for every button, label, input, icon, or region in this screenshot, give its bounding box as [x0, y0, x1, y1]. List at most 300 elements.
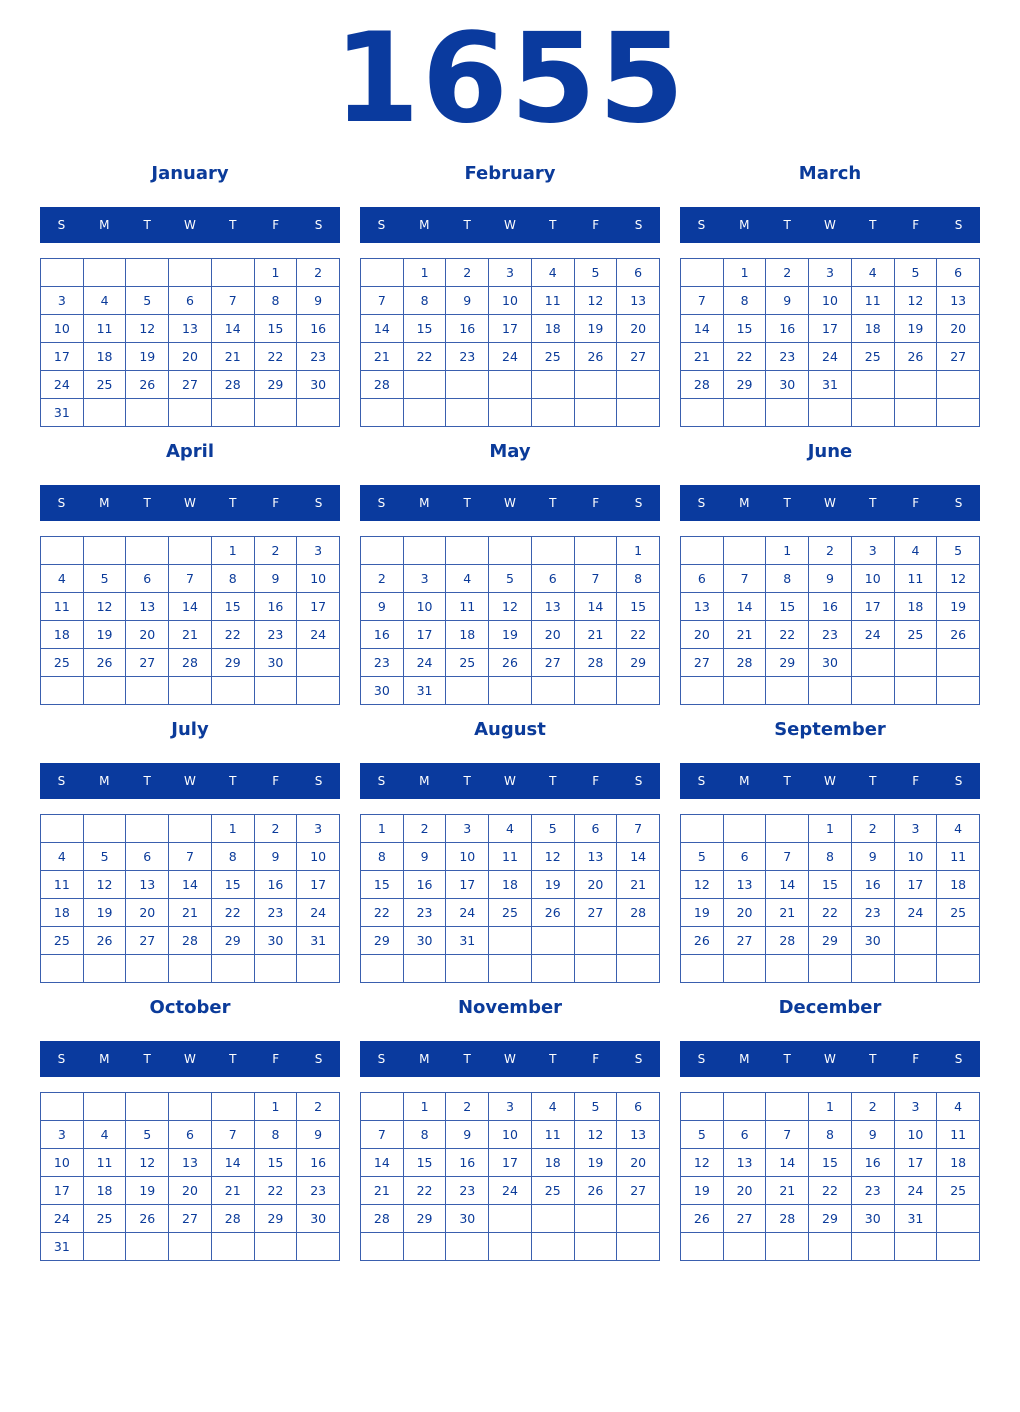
month-name: August — [474, 719, 546, 740]
weekday-header — [680, 763, 980, 799]
day-cell: 13 — [575, 843, 618, 871]
day-cell: 24 — [41, 1205, 84, 1233]
day-cell: 1 — [404, 1093, 447, 1121]
weekday-label: S — [954, 774, 963, 788]
weekday-label: T — [549, 1052, 557, 1066]
day-cell: 6 — [126, 843, 169, 871]
day-cell: 27 — [532, 649, 575, 677]
weekday-label: S — [954, 496, 963, 510]
day-cell: 16 — [255, 593, 298, 621]
day-cell: 21 — [681, 343, 724, 371]
day-cell: 14 — [169, 871, 212, 899]
day-cell: 10 — [41, 1149, 84, 1177]
day-cell: 5 — [895, 259, 938, 287]
day-cell: 30 — [852, 1205, 895, 1233]
empty-day-cell — [681, 815, 724, 843]
day-cell: 17 — [809, 315, 852, 343]
empty-day-cell — [489, 537, 532, 565]
day-cell: 11 — [532, 287, 575, 315]
empty-day-cell — [937, 1205, 980, 1233]
weekday-label: W — [824, 1052, 836, 1066]
day-cell: 14 — [169, 593, 212, 621]
empty-day-cell — [895, 649, 938, 677]
day-cell: 2 — [766, 259, 809, 287]
day-cell: 9 — [446, 1121, 489, 1149]
day-cell: 22 — [766, 621, 809, 649]
day-cell: 17 — [895, 1149, 938, 1177]
empty-day-cell — [681, 537, 724, 565]
day-cell: 12 — [532, 843, 575, 871]
empty-day-cell — [575, 1205, 618, 1233]
day-cell: 1 — [809, 815, 852, 843]
day-cell: 10 — [809, 287, 852, 315]
day-cell: 17 — [297, 871, 340, 899]
day-cell: 24 — [809, 343, 852, 371]
day-cell: 1 — [255, 1093, 298, 1121]
day-cell: 18 — [895, 593, 938, 621]
day-cell: 29 — [724, 371, 767, 399]
empty-day-cell — [297, 1233, 340, 1261]
weekday-label: W — [184, 774, 196, 788]
empty-day-cell — [169, 955, 212, 983]
day-cell: 25 — [84, 1205, 127, 1233]
day-cell: 10 — [895, 1121, 938, 1149]
weekday-label: F — [592, 218, 600, 232]
day-cell: 10 — [404, 593, 447, 621]
empty-day-cell — [809, 399, 852, 427]
day-cell: 21 — [169, 621, 212, 649]
day-cell: 14 — [724, 593, 767, 621]
day-cell: 23 — [255, 621, 298, 649]
day-cell: 19 — [532, 871, 575, 899]
empty-day-cell — [84, 259, 127, 287]
day-cell: 24 — [489, 1177, 532, 1205]
day-cell: 24 — [297, 899, 340, 927]
day-cell: 26 — [681, 1205, 724, 1233]
day-grid — [40, 1092, 340, 1261]
day-cell: 11 — [852, 287, 895, 315]
weekday-label: T — [463, 774, 471, 788]
weekday-label: T — [143, 1052, 151, 1066]
weekday-label: T — [463, 218, 471, 232]
day-cell: 9 — [766, 287, 809, 315]
day-cell: 31 — [41, 399, 84, 427]
empty-day-cell — [852, 649, 895, 677]
empty-day-cell — [41, 955, 84, 983]
weekday-label: F — [912, 218, 920, 232]
empty-day-cell — [126, 1093, 169, 1121]
empty-day-cell — [681, 259, 724, 287]
day-cell: 28 — [766, 927, 809, 955]
day-cell: 21 — [212, 343, 255, 371]
day-cell: 3 — [852, 537, 895, 565]
day-cell: 22 — [255, 343, 298, 371]
day-cell: 29 — [617, 649, 660, 677]
day-cell: 27 — [617, 1177, 660, 1205]
day-cell: 3 — [489, 1093, 532, 1121]
day-cell: 7 — [617, 815, 660, 843]
day-cell: 20 — [126, 621, 169, 649]
day-cell: 22 — [255, 1177, 298, 1205]
day-cell: 16 — [809, 593, 852, 621]
empty-day-cell — [681, 1233, 724, 1261]
day-cell: 6 — [575, 815, 618, 843]
day-cell: 6 — [126, 565, 169, 593]
day-cell: 3 — [895, 1093, 938, 1121]
empty-day-cell — [724, 955, 767, 983]
empty-day-cell — [41, 259, 84, 287]
weekday-label: T — [549, 774, 557, 788]
day-cell: 12 — [937, 565, 980, 593]
day-cell: 11 — [895, 565, 938, 593]
empty-day-cell — [212, 399, 255, 427]
day-cell: 6 — [617, 259, 660, 287]
empty-day-cell — [446, 955, 489, 983]
month-name: May — [489, 441, 531, 462]
day-cell: 12 — [575, 1121, 618, 1149]
day-cell: 8 — [212, 565, 255, 593]
day-cell: 8 — [617, 565, 660, 593]
weekday-label: M — [419, 218, 430, 232]
empty-day-cell — [532, 371, 575, 399]
day-cell: 4 — [446, 565, 489, 593]
day-cell: 7 — [766, 1121, 809, 1149]
weekday-label: F — [592, 1052, 600, 1066]
empty-day-cell — [212, 955, 255, 983]
empty-day-cell — [212, 1233, 255, 1261]
day-grid — [40, 536, 340, 705]
day-cell: 15 — [617, 593, 660, 621]
weekday-label: M — [739, 1052, 750, 1066]
empty-day-cell — [532, 1233, 575, 1261]
empty-day-cell — [852, 371, 895, 399]
day-cell: 6 — [169, 1121, 212, 1149]
day-cell: 26 — [937, 621, 980, 649]
day-cell: 21 — [361, 1177, 404, 1205]
empty-day-cell — [532, 927, 575, 955]
weekday-label: S — [697, 1052, 706, 1066]
day-cell: 5 — [937, 537, 980, 565]
weekday-header — [680, 207, 980, 243]
empty-day-cell — [766, 1093, 809, 1121]
day-cell: 4 — [937, 1093, 980, 1121]
day-cell: 19 — [84, 899, 127, 927]
weekday-label: T — [143, 496, 151, 510]
day-cell: 24 — [41, 371, 84, 399]
empty-day-cell — [126, 259, 169, 287]
day-cell: 27 — [937, 343, 980, 371]
weekday-label: S — [57, 496, 66, 510]
day-cell: 17 — [489, 1149, 532, 1177]
day-cell: 2 — [852, 815, 895, 843]
day-cell: 12 — [126, 315, 169, 343]
day-cell: 19 — [681, 1177, 724, 1205]
day-cell: 29 — [255, 1205, 298, 1233]
day-cell: 18 — [84, 1177, 127, 1205]
day-cell: 22 — [212, 621, 255, 649]
day-cell: 2 — [446, 259, 489, 287]
empty-day-cell — [617, 1205, 660, 1233]
empty-day-cell — [84, 399, 127, 427]
day-cell: 24 — [297, 621, 340, 649]
day-cell: 22 — [212, 899, 255, 927]
day-cell: 31 — [41, 1233, 84, 1261]
weekday-header — [680, 485, 980, 521]
day-cell: 21 — [617, 871, 660, 899]
day-cell: 18 — [446, 621, 489, 649]
day-cell: 15 — [212, 871, 255, 899]
day-cell: 22 — [361, 899, 404, 927]
weekday-label: M — [419, 1052, 430, 1066]
day-cell: 20 — [169, 343, 212, 371]
day-cell: 30 — [255, 927, 298, 955]
weekday-label: T — [143, 774, 151, 788]
empty-day-cell — [489, 399, 532, 427]
day-cell: 6 — [724, 843, 767, 871]
day-cell: 28 — [361, 1205, 404, 1233]
day-cell: 20 — [724, 899, 767, 927]
day-cell: 12 — [575, 287, 618, 315]
month-name: October — [149, 997, 231, 1018]
day-cell: 4 — [532, 1093, 575, 1121]
empty-day-cell — [681, 677, 724, 705]
day-cell: 7 — [361, 1121, 404, 1149]
day-cell: 31 — [809, 371, 852, 399]
empty-day-cell — [169, 537, 212, 565]
month-november — [360, 994, 660, 1272]
empty-day-cell — [84, 1093, 127, 1121]
day-cell: 9 — [297, 287, 340, 315]
day-cell: 24 — [404, 649, 447, 677]
empty-day-cell — [446, 537, 489, 565]
day-cell: 28 — [724, 649, 767, 677]
weekday-label: S — [377, 496, 386, 510]
day-grid — [360, 814, 660, 983]
empty-day-cell — [404, 1233, 447, 1261]
day-cell: 20 — [617, 1149, 660, 1177]
empty-day-cell — [255, 677, 298, 705]
weekday-label: M — [99, 218, 110, 232]
weekday-label: M — [99, 496, 110, 510]
weekday-label: T — [783, 218, 791, 232]
empty-day-cell — [575, 955, 618, 983]
empty-day-cell — [766, 677, 809, 705]
month-name: November — [457, 997, 563, 1018]
month-name: June — [807, 441, 853, 462]
weekday-header — [40, 485, 340, 521]
day-cell: 4 — [489, 815, 532, 843]
day-cell: 26 — [575, 343, 618, 371]
day-cell: 1 — [809, 1093, 852, 1121]
weekday-label: F — [912, 1052, 920, 1066]
day-cell: 19 — [489, 621, 532, 649]
day-cell: 1 — [361, 815, 404, 843]
day-cell: 10 — [852, 565, 895, 593]
day-cell: 31 — [297, 927, 340, 955]
day-cell: 18 — [937, 871, 980, 899]
weekday-label: T — [229, 218, 237, 232]
weekday-label: F — [912, 496, 920, 510]
weekday-label: M — [99, 1052, 110, 1066]
day-cell: 30 — [766, 371, 809, 399]
day-cell: 14 — [617, 843, 660, 871]
day-cell: 24 — [446, 899, 489, 927]
empty-day-cell — [724, 1233, 767, 1261]
empty-day-cell — [575, 677, 618, 705]
weekday-header — [360, 1041, 660, 1077]
day-cell: 20 — [575, 871, 618, 899]
month-name: March — [798, 163, 862, 184]
empty-day-cell — [404, 371, 447, 399]
empty-day-cell — [255, 955, 298, 983]
month-july — [40, 716, 340, 994]
day-cell: 23 — [852, 899, 895, 927]
day-cell: 8 — [361, 843, 404, 871]
month-name: September — [774, 719, 886, 740]
empty-day-cell — [84, 677, 127, 705]
weekday-label: T — [869, 218, 877, 232]
weekday-label: T — [229, 774, 237, 788]
day-cell: 5 — [84, 565, 127, 593]
empty-day-cell — [766, 955, 809, 983]
day-cell: 10 — [297, 843, 340, 871]
empty-day-cell — [489, 1233, 532, 1261]
month-february — [360, 160, 660, 438]
empty-day-cell — [126, 537, 169, 565]
day-cell: 23 — [766, 343, 809, 371]
empty-day-cell — [361, 399, 404, 427]
day-cell: 1 — [212, 815, 255, 843]
day-cell: 29 — [212, 649, 255, 677]
day-cell: 21 — [766, 1177, 809, 1205]
day-cell: 3 — [489, 259, 532, 287]
weekday-label: M — [739, 218, 750, 232]
empty-day-cell — [617, 371, 660, 399]
day-cell: 10 — [895, 843, 938, 871]
weekday-header — [360, 485, 660, 521]
empty-day-cell — [169, 677, 212, 705]
empty-day-cell — [575, 927, 618, 955]
day-cell: 23 — [446, 1177, 489, 1205]
day-cell: 27 — [575, 899, 618, 927]
day-cell: 27 — [681, 649, 724, 677]
month-name: April — [165, 441, 215, 462]
day-grid — [680, 258, 980, 427]
empty-day-cell — [84, 815, 127, 843]
year-title: 1655 — [333, 7, 687, 151]
empty-day-cell — [617, 955, 660, 983]
day-cell: 26 — [126, 371, 169, 399]
day-cell: 11 — [937, 843, 980, 871]
day-grid — [680, 814, 980, 983]
day-cell: 25 — [937, 899, 980, 927]
weekday-label: M — [419, 774, 430, 788]
month-september — [680, 716, 980, 994]
day-cell: 27 — [126, 649, 169, 677]
day-cell: 14 — [575, 593, 618, 621]
day-cell: 31 — [446, 927, 489, 955]
day-cell: 11 — [41, 593, 84, 621]
day-cell: 25 — [41, 927, 84, 955]
day-cell: 13 — [126, 593, 169, 621]
empty-day-cell — [532, 1205, 575, 1233]
day-cell: 17 — [404, 621, 447, 649]
weekday-label: F — [272, 218, 280, 232]
weekday-label: W — [504, 218, 516, 232]
weekday-label: S — [954, 1052, 963, 1066]
day-cell: 15 — [404, 1149, 447, 1177]
day-cell: 25 — [84, 371, 127, 399]
day-cell: 15 — [724, 315, 767, 343]
month-grid — [40, 160, 980, 1272]
empty-day-cell — [212, 259, 255, 287]
day-cell: 7 — [575, 565, 618, 593]
day-cell: 7 — [724, 565, 767, 593]
day-cell: 22 — [404, 1177, 447, 1205]
day-cell: 20 — [937, 315, 980, 343]
day-grid — [680, 536, 980, 705]
day-cell: 3 — [446, 815, 489, 843]
weekday-label: W — [504, 1052, 516, 1066]
weekday-label: T — [549, 496, 557, 510]
day-cell: 18 — [489, 871, 532, 899]
empty-day-cell — [937, 399, 980, 427]
day-cell: 16 — [766, 315, 809, 343]
day-cell: 3 — [297, 537, 340, 565]
day-cell: 10 — [489, 1121, 532, 1149]
weekday-header — [40, 1041, 340, 1077]
day-cell: 21 — [575, 621, 618, 649]
day-cell: 20 — [724, 1177, 767, 1205]
day-cell: 31 — [404, 677, 447, 705]
empty-day-cell — [84, 955, 127, 983]
month-december — [680, 994, 980, 1272]
day-cell: 18 — [852, 315, 895, 343]
day-cell: 19 — [84, 621, 127, 649]
day-cell: 2 — [852, 1093, 895, 1121]
weekday-label: F — [272, 1052, 280, 1066]
weekday-label: S — [697, 496, 706, 510]
empty-day-cell — [532, 537, 575, 565]
day-cell: 26 — [126, 1205, 169, 1233]
day-cell: 11 — [84, 1149, 127, 1177]
day-cell: 27 — [169, 1205, 212, 1233]
day-cell: 9 — [852, 1121, 895, 1149]
day-cell: 4 — [937, 815, 980, 843]
day-cell: 6 — [169, 287, 212, 315]
day-cell: 4 — [852, 259, 895, 287]
empty-day-cell — [212, 677, 255, 705]
empty-day-cell — [895, 927, 938, 955]
day-cell: 19 — [681, 899, 724, 927]
day-cell: 13 — [617, 287, 660, 315]
day-cell: 16 — [852, 871, 895, 899]
empty-day-cell — [84, 537, 127, 565]
day-cell: 30 — [446, 1205, 489, 1233]
weekday-label: W — [824, 218, 836, 232]
day-cell: 21 — [766, 899, 809, 927]
day-cell: 18 — [532, 1149, 575, 1177]
day-cell: 8 — [404, 287, 447, 315]
day-cell: 2 — [404, 815, 447, 843]
empty-day-cell — [41, 677, 84, 705]
day-cell: 9 — [297, 1121, 340, 1149]
day-cell: 23 — [852, 1177, 895, 1205]
empty-day-cell — [404, 955, 447, 983]
day-cell: 22 — [724, 343, 767, 371]
empty-day-cell — [126, 677, 169, 705]
day-cell: 21 — [724, 621, 767, 649]
